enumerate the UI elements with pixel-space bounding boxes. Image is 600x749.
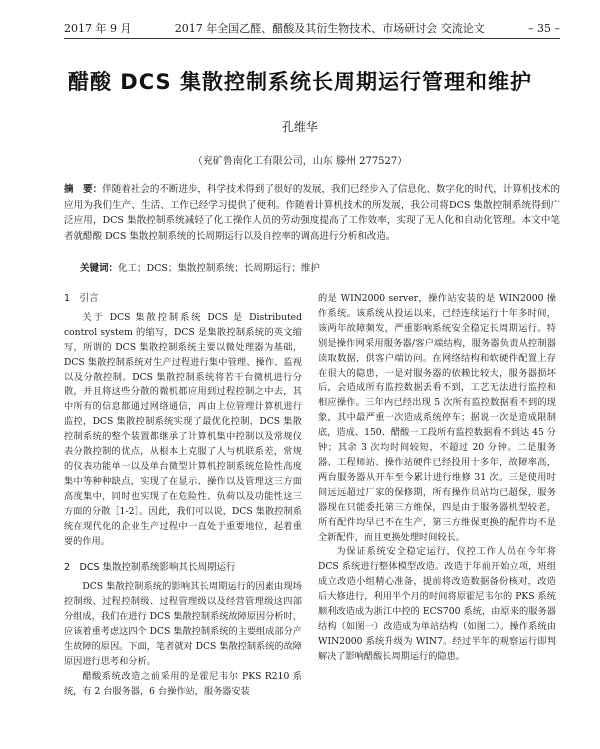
keywords-text: 化工；DCS；集散控制系统；长周期运行；维护 [118, 263, 320, 274]
left-column [64, 292, 302, 700]
header-journal: 2017 年全国乙醛、醋酸及其衍生物技术、市场研讨会 交流论文 [174, 22, 485, 35]
running-header [64, 18, 560, 39]
abstract [64, 182, 560, 244]
author-affiliation: （兖矿鲁南化工有限公司，山东 滕州 277527） [192, 156, 408, 167]
intro-paragraph: 关于 DCS 集散控制系统 DCS 是 Distributed control system 的缩写，DCS 是集散控制系统的英文缩写，所谓的 DCS 集散控制系统主要以微处理器为基础，DCS 集散控制系统对生产过程进行集中管理、操作、监视以及分散控制。DCS 集散控制系统将若干台微机进行分散，并且将这些分散的微机都应用到过程控制之中去，其中所有的信息都通过网络通信，再由上位管理计算机进行监控，DCS 集散控制系统实现了最优化控制，DCS 集散控制系统的整个装置都继承了计算机集中控制以及常规仪表分散控制的优点，从根本上克服了人与机联系差，常规的仪表功能单一以及单台微型计算机控制系统危险性高度集中等种种缺点，实现了在显示、操作以及管理这三方面高度集中，同时也实现了在危险性、负荷以及功能性这三方面的分散［1-2］。因此，我们可以说，DCS 集散控制系统在现代化的企业生产过程中一直处于重要地位，起着重要的作用。 [64, 311, 302, 547]
right-column [318, 292, 556, 665]
header-page-number: – 35 – [528, 21, 560, 35]
article-title: 醋酸 DCS 集散控制系统长周期运行管理和维护 [68, 70, 532, 94]
right-paragraph-1: 的是 WIN2000 server，操作站安装的是 WIN2000 操作系统。该系统从投运以来，已经连续运行十年多时间，该两年故障频发，严重影响系统安全稳定长周期运行。特别是操作网采用服务器/客户端结构，服务器负责从控制器读取数据，供客户端访问。在网络结构和软硬件配置上存在很大的隐患，一是对服务器的依赖比较大，服务器损坏后，会造成所有监控数据丢看不到，工艺无法进行监控和相应操作。三年内已经出现 5 次所有监控数据看不到的现象，其中最严重一次造成系统停车；据说一次是造成限制底，造成、150、醋酸一工段所有监控数据看不到达 45 分钟；其余 3 次均时间较短，不超过 20 分钟。二是服务器、工程师站、操作站硬件已经投用十多年，故障率高，两台服务器从开车至今累计进行维修 31 次。三是使用时间远远超过厂家的保修期，所有操作员站均已超保，服务器现在只能委托第三方维保，四是由于服务器机型较老，所有配件均早已不在生产，第三方维保更换的配件均不是全新配件，而且更换处理时间较长。 [318, 293, 556, 543]
keywords [80, 261, 560, 276]
author-name: 孔维华 [281, 120, 318, 134]
keywords-label: 关键词： [80, 263, 119, 274]
section-heading-factors: 2 DCS 集散控制系统影响其长周期运行 [64, 562, 236, 574]
abstract-text: 伴随着社会的不断进步，科学技术得到了很好的发展，我们已经步入了信息化、数字化的时代，计算机技术的应用为我们生产、生活、工作已经学习提供了便利。作随着计算机技术的所发展，我公司将DCS 集散控制系统得到广泛应用，DCS 集散控制系统减轻了化工操作人员的劳动强度提高了工作效率，实现了无人化和自动化管理。本文中笔者就醋酸 DCS 集散控制系统的长周期运行以及自控率的调高进行分析和改造。 [64, 184, 560, 242]
header-date: 2017 年 9 月 [64, 22, 132, 35]
abstract-label: 摘 要： [64, 184, 103, 195]
section-heading-intro: 1 引言 [64, 293, 99, 304]
right-paragraph-2: 为保证系统安全稳定运行，仪控工作人员在今年将 DCS 系统进行整体模型改造。改造于年前开始立项，班组成立改造小组精心准备，提前将改造数据备份核对，改造后大修进行，利用半个月的时间将原霍尼韦尔的 PKS 系统顺利改造成为浙江中控的 ECS700 系统，由原来的服务器结构（如图一）改造成为单站结构（如图二）。操作系统由 WIN2000 系统升级为 WIN7。经过半年的观察运行即判解决了影响醋酸长周期运行的隐患。 [318, 546, 556, 662]
factors-paragraph-1: DCS 集散控制系统的影响其长周期运行的因素由现场控制级、过程控制级、过程管理级以及经营管理级这四部分组成，我们在进行 DCS 集散控制系统故障原因分析时，应该着重考虑这四个 DCS 集散控制系统的主要组成部分产生故障的原因。下面，笔者就对 DCS 集散控制系统的故障原因进行思考和分析。 [64, 581, 302, 667]
factors-paragraph-2: 醋酸系统改造之前采用的是霍尼韦尔 PKS R210 系统，有 2 台服务器，6 台操作站，服务器安装 [64, 670, 302, 697]
